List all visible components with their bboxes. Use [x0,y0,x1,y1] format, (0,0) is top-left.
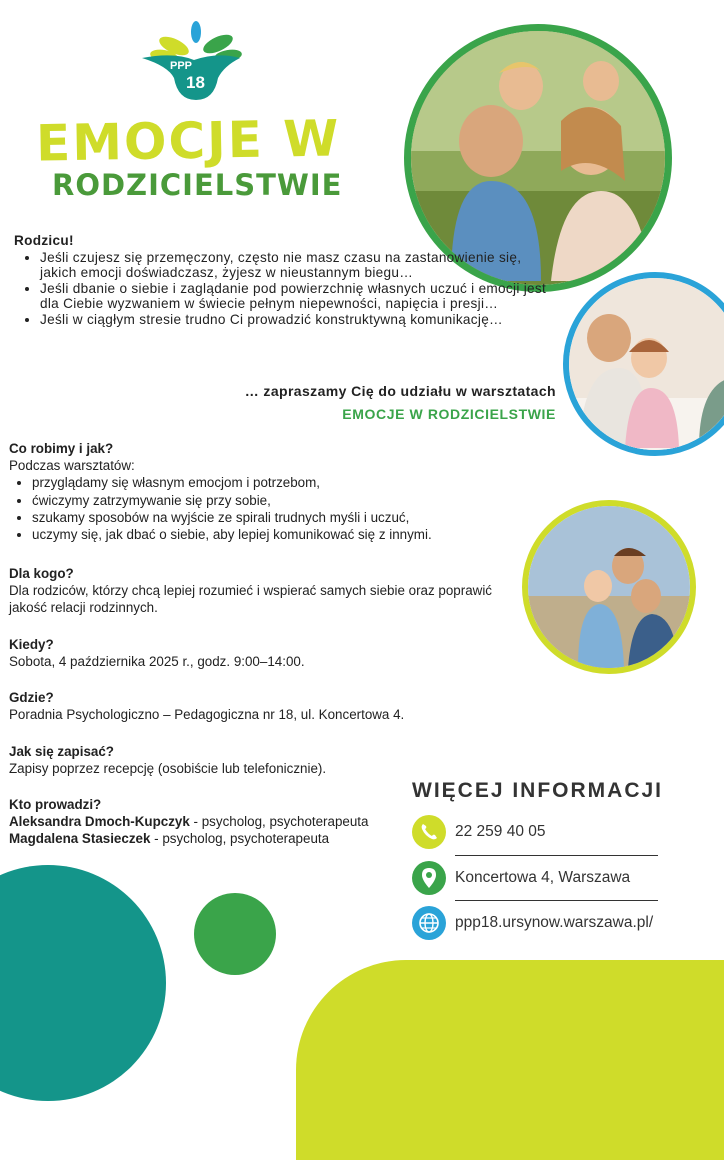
signup-text: Zapisy poprzez recepcję (osobiście lub telefonicznie). [9,761,327,777]
title-line-2: RODZICIELSTWIE [52,168,343,202]
what-lead: Podczas warsztatów: [9,458,135,474]
family-photo-outdoor [522,500,696,674]
when-heading: Kiedy? [9,637,54,652]
what-item: • ćwiczymy zatrzymywanie się przy sobie, [32,492,529,509]
intro-heading: Rodzicu! [14,233,74,248]
when-text: Sobota, 4 października 2025 r., godz. 9:00–14:00. [9,654,305,670]
leaders-heading: Kto prowadzi? [9,797,102,812]
who-text: Dla rodziców, którzy chcą lepiej rozumieć i wspierać samych siebie oraz poprawić jakość relacji rodzinnych. [9,583,492,616]
website-link[interactable]: ppp18.ursynow.warszawa.pl/ [455,914,654,931]
what-item: • przyglądamy się własnym emocjom i potrzebom, [32,474,529,491]
what-heading: Co robimy i jak? [9,441,114,456]
where-heading: Gdzie? [9,690,54,705]
leader-role: - psycholog, psychoterapeuta [150,831,330,847]
decor-green-circle [194,893,276,975]
title-line-1: EMOCJE W [35,109,341,173]
leaders-section [9,796,529,848]
intro-item: • Jeśli w ciągłym stresie trudno Ci prowadzić konstruktywną komunikację… [40,312,554,328]
intro-section [14,233,554,328]
invite-text: … zapraszamy Cię do udziału w warsztatach [244,383,556,399]
leader-row [9,830,529,847]
what-section [9,440,529,543]
what-item: • uczymy się, jak dbać o siebie, aby lepiej komunikować się z innymi. [32,526,529,543]
decor-teal-circle [0,865,166,1101]
family-photo-drawing [563,272,724,456]
more-info-heading: WIĘCEJ INFORMACJI [412,779,664,802]
intro-item: • Jeśli dbanie o siebie i zaglądanie pod powierzchnię własnych uczuć i emocji jest dla Ciebie wyzwaniem w świecie pełnym niepewności, napięcia i presji… [40,281,554,312]
what-list [9,474,529,543]
leader-name: Magdalena Stasieczek [9,831,151,847]
globe-icon [412,906,446,940]
phone-number[interactable]: 22 259 40 05 [455,823,546,840]
intro-list [14,250,554,328]
what-item: • szukamy sposobów na wyjście ze spirali trudnych myśli i uczuć, [32,509,529,526]
where-text: Poradnia Psychologiczno – Pedagogiczna nr 18, ul. Koncertowa 4. [9,707,405,723]
leader-name: Aleksandra Dmoch-Kupczyk [9,814,190,830]
address: Koncertowa 4, Warszawa [455,869,631,886]
intro-item: • Jeśli czujesz się przemęczony, często nie masz czasu na zastanowienie się, jakich emocji doświadczasz, żyjesz w nieustannym biegu… [40,250,554,281]
logo-text: PPP [170,60,193,72]
decor-lime-shape [296,960,724,1160]
workshop-name: EMOCJE W RODZICIELSTWIE [342,406,556,422]
signup-heading: Jak się zapisać? [9,744,114,759]
signup-section [9,743,529,777]
when-section [9,636,529,670]
divider [455,855,658,856]
who-heading: Dla kogo? [9,566,74,581]
who-section [9,565,529,617]
location-pin-icon [412,861,446,895]
divider [455,900,658,901]
phone-icon [412,815,446,849]
ppp18-logo [134,20,244,104]
leader-role: - psycholog, psychoterapeuta [189,814,369,830]
leader-row [9,813,529,830]
where-section [9,689,529,723]
logo-number: 18 [186,73,205,92]
